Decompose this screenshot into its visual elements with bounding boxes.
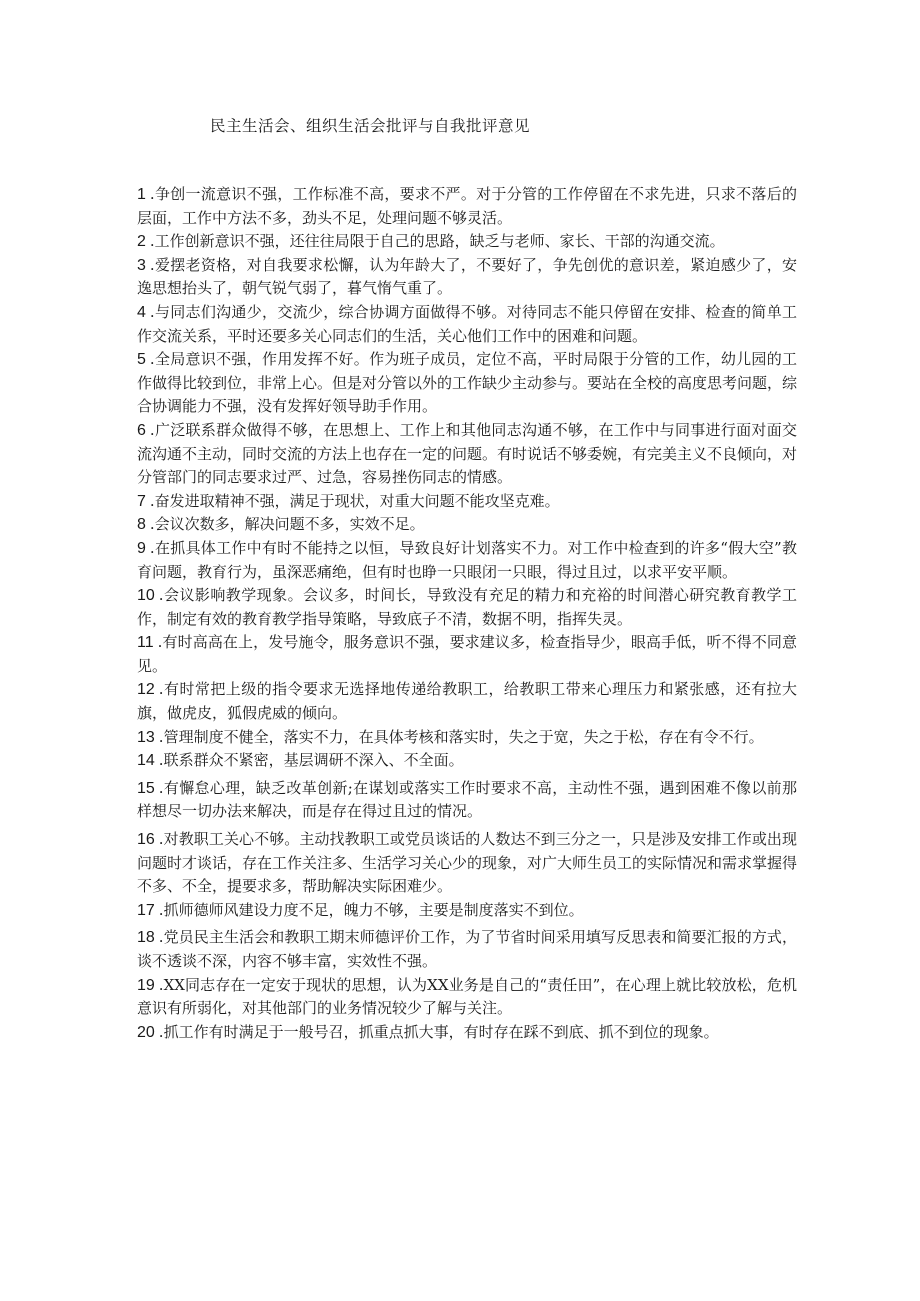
list-item — [137, 183, 797, 230]
list-item — [137, 348, 797, 419]
item-number: 5 — [137, 351, 146, 369]
item-number: 19 — [137, 976, 155, 994]
item-number: 11 — [137, 634, 154, 652]
item-number: 20 — [137, 1023, 155, 1041]
item-number: 14 — [137, 752, 155, 770]
item-text: .有时高高在上，发号施令，服务意识不强，要求建议多，检查指导少，眼高手低，听不得不同意见。 — [137, 633, 797, 675]
item-number: 1 — [137, 186, 146, 203]
item-number: 18 — [137, 929, 155, 947]
item-text: .管理制度不健全，落实不力，在具体考核和落实时，失之于宽，失之于松，存在有令不行。 — [158, 727, 764, 746]
item-number: 6 — [137, 421, 146, 439]
item-text: .党员民主生活会和教职工期末师德评价工作，为了节省时间采用填写反思表和简要汇报的方式，谈不透谈不深，内容不够丰富，实效性不强。 — [137, 928, 797, 970]
item-number: 3 — [137, 256, 146, 274]
item-number: 4 — [137, 303, 146, 321]
list-item — [137, 749, 797, 773]
list-item — [137, 926, 797, 973]
item-text: .对教职工关心不够。主动找教职工或党员谈话的人数达不到三分之一，只是涉及安排工作或出现问题时才谈话，存在工作关注多、生活学习关心少的现象，对广大师生员工的实际情况和需求掌握得不多、不全，提要求多，帮助解决实际困难少。 — [137, 830, 798, 896]
item-number: 8 — [137, 516, 146, 534]
list-item — [137, 899, 797, 923]
item-text: .全局意识不强，作用发挥不好。作为班子成员，定位不高，平时局限于分管的工作，幼儿园的工作做得比较到位，非常上心。但是对分管以外的工作缺少主动参与。要站在全校的高度思考问题，综合协调能力不强，没有发挥好领导助手作用。 — [137, 350, 798, 416]
item-text: .联系群众不紧密，基层调研不深入、不全面。 — [158, 751, 464, 770]
item-text: .有懈怠心理，缺乏改革创新;在谋划或落实工作时要求不高，主动性不强，遇到困难不像以前那样想尽一切办法来解决，而是存在得过且过的情况。 — [137, 778, 797, 821]
document-title: 民主生活会、组织生活会批评与自我批评意见 — [210, 117, 531, 135]
list-item — [137, 513, 797, 537]
item-number: 2 — [137, 233, 146, 251]
list-item — [137, 828, 797, 899]
item-text: .爱摆老资格，对自我要求松懈，认为年龄大了，不要好了，争先创优的意识差，紧迫感少了，安逸思想抬头了，朝气锐气弱了，暮气惰气重了。 — [137, 255, 797, 298]
item-number: 13 — [137, 728, 155, 746]
list-item — [137, 1021, 797, 1045]
item-text: .会议影响教学现象。会议多，时间长，导致没有充足的精力和充裕的时间潜心研究教育教学工作，制定有效的教育教学指导策略，导致底子不清，数据不明，指挥失灵。 — [137, 586, 797, 628]
criticism-list — [137, 183, 797, 1044]
list-item — [137, 584, 797, 631]
list-item — [137, 777, 797, 824]
list-item — [137, 490, 797, 514]
item-number: 7 — [137, 492, 146, 510]
list-item — [137, 678, 797, 725]
list-item — [137, 301, 797, 348]
list-item — [137, 974, 797, 1021]
list-item — [137, 230, 797, 254]
item-number: 16 — [137, 831, 155, 849]
list-item — [137, 254, 797, 301]
item-text: .广泛联系群众做得不够，在思想上、工作上和其他同志沟通不够，在工作中与同事进行面对面交流沟通不主动，同时交流的方法上也存在一定的问题。有时说话不够委婉，有完美主义不良倾向，对分管部门的同志要求过严、过急，容易挫伤同志的情感。 — [137, 420, 798, 487]
item-number: 12 — [137, 681, 155, 699]
item-number: 17 — [137, 901, 155, 919]
item-text: .争创一流意识不强，工作标准不高，要求不严。对于分管的工作停留在不求先进，只求不落后的层面，工作中方法不多，劲头不足，处理问题不够灵活。 — [137, 185, 797, 227]
item-text: .抓师德师风建设力度不足，魄力不够，主要是制度落实不到位。 — [158, 900, 584, 919]
list-item — [137, 631, 797, 678]
item-number: 15 — [137, 779, 155, 797]
item-number: 9 — [137, 539, 146, 557]
item-text: .抓工作有时满足于一般号召，抓重点抓大事，有时存在踩不到底、抓不到位的现象。 — [158, 1022, 719, 1041]
list-item — [137, 537, 797, 584]
item-text: .在抓具体工作中有时不能持之以恒，导致良好计划落实不力。对工作中检查到的许多“假大空”教育问题，教育行为，虽深恶痛绝，但有时也睁一只眼闭一只眼，得过且过，以求平安平顺。 — [137, 538, 797, 581]
list-item — [137, 419, 797, 490]
item-number: 10 — [137, 587, 155, 605]
item-text: .与同志们沟通少，交流少，综合协调方面做得不够。对待同志不能只停留在安排、检查的简单工作交流关系，平时还要多关心同志们的生活，关心他们工作中的困难和问题。 — [137, 302, 797, 345]
item-text: .会议次数多，解决问题不多，实效不足。 — [149, 515, 425, 534]
item-text: .XX同志存在一定安于现状的思想，认为XX业务是自己的“责任田”，在心理上就比较放松，危机意识有所弱化，对其他部门的业务情况较少了解与关注。 — [137, 975, 797, 1018]
item-text: .有时常把上级的指令要求无选择地传递给教职工，给教职工带来心理压力和紧张感，还有拉大旗，做虎皮，狐假虎威的倾向。 — [137, 680, 797, 723]
item-text: .奋发进取精神不强，满足于现状，对重大问题不能攻坚克难。 — [149, 491, 560, 510]
list-item — [137, 726, 797, 750]
item-text: .工作创新意识不强，还往往局限于自己的思路，缺乏与老师、家长、干部的沟通交流。 — [149, 232, 725, 251]
